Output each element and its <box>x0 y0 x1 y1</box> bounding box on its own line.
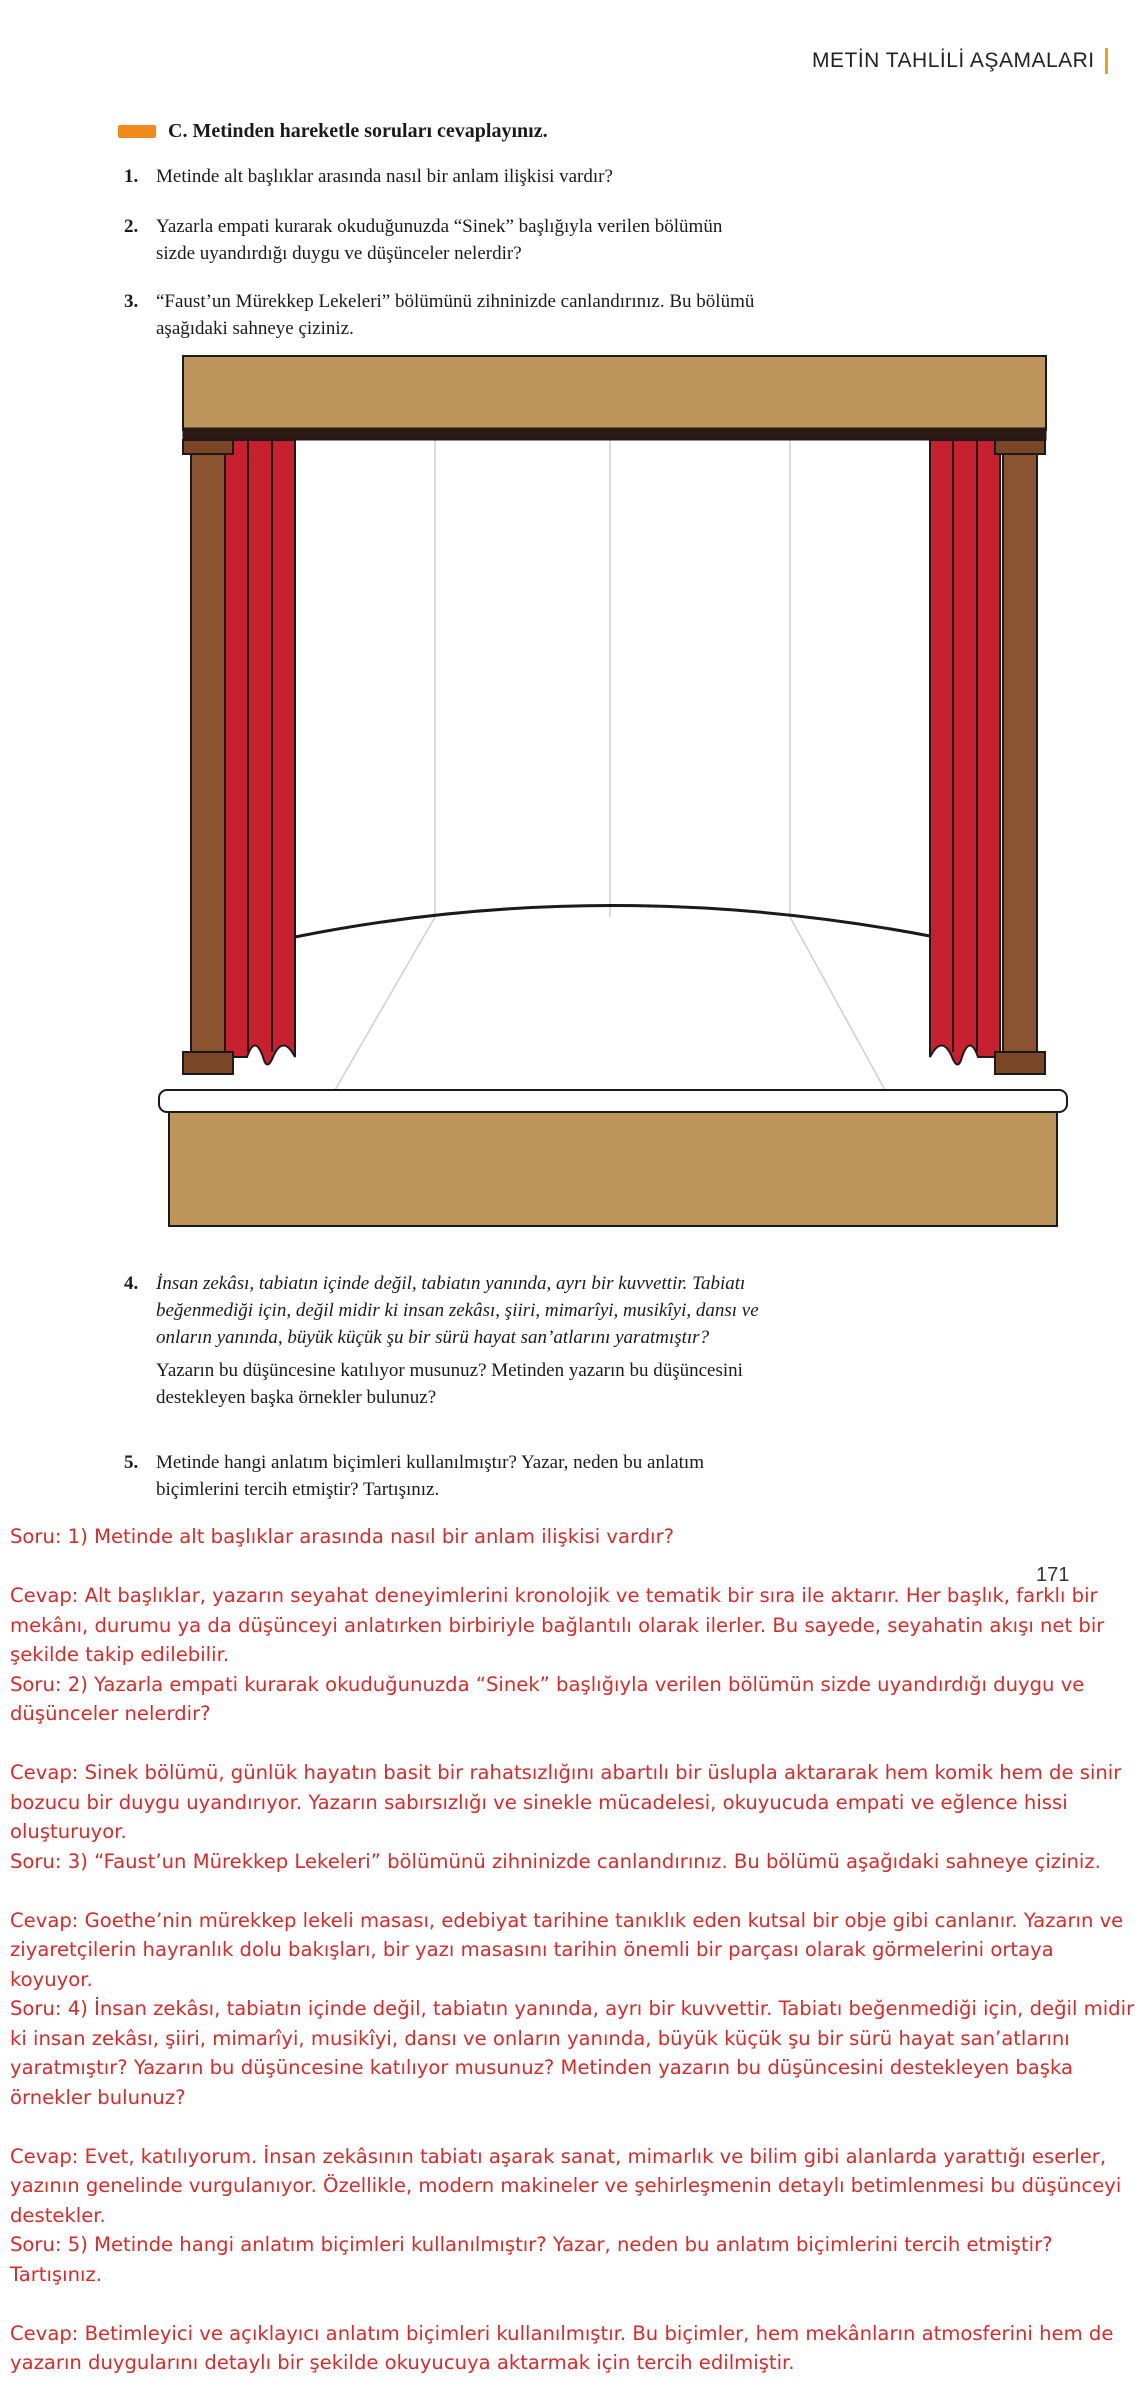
question-number: 4. <box>124 1273 139 1294</box>
page-number: 171 <box>1036 1564 1070 1586</box>
left-column <box>183 440 233 1074</box>
stage-base <box>169 1112 1057 1226</box>
answer-question: Soru: 3) “Faust’un Mürekkep Lekeleri” bölümünü zihninizde canlandırınız. Bu bölümü aşağıdaki sahneye çiziniz. <box>10 1849 1101 1873</box>
right-column <box>995 440 1045 1074</box>
question-number: 1. <box>124 166 139 187</box>
question-number: 2. <box>124 216 139 237</box>
question-3 <box>124 288 764 342</box>
stage-floor-edge <box>159 1090 1067 1112</box>
answer-question: Soru: 5) Metinde hangi anlatım biçimleri kullanılmıştır? Yazar, neden bu anlatım biçimlerini tercih etmiştir? Tartışınız. <box>10 2233 1053 2286</box>
question-1 <box>124 163 774 190</box>
question-number: 5. <box>124 1452 139 1473</box>
answer-question: Soru: 1) Metinde alt başlıklar arasında nasıl bir anlam ilişkisi vardır? <box>10 1525 675 1548</box>
section-marker-icon <box>118 125 156 138</box>
left-curtain <box>225 440 295 1065</box>
question-text: Yazarla empati kurarak okuduğunuzda “Sinek” başlığıyla verilen bölümün sizde uyandırdığı duygu ve düşünceler nelerdir? <box>156 216 723 264</box>
section-label: C. Metinden hareketle soruları cevaplayınız. <box>168 120 548 142</box>
question-4 <box>124 1270 764 1411</box>
answer-text: Cevap: Alt başlıklar, yazarın seyahat deneyimlerini kronolojik ve tematik bir sıra ile aktarır. Her başlık, farklı bir mekânı, durumu ya da düşünceyi anlatırken birbiriyle bağlantılı olarak ilerler. Bu sayede, seyahatin akışı net bir şekilde takip edilebilir. <box>10 1584 1105 1666</box>
answer-text: Cevap: Sinek bölümü, günlük hayatın basit bir rahatsızlığını abartılı bir üslupla aktararak hem komik hem de sinir bozucu bir duygu uyandırıyor. Yazarın sabırsızlığı ve sinekle mücadelesi, okuyucuda empati ve eğlence hissi oluşturuyor. <box>10 1761 1122 1843</box>
question-2 <box>124 213 764 267</box>
answers-block <box>10 1522 1135 2378</box>
header-accent-bar <box>1105 48 1108 74</box>
running-header <box>812 48 1108 74</box>
valance-trim <box>183 428 1046 440</box>
section-heading <box>118 120 548 143</box>
question-text: Metinde hangi anlatım biçimleri kullanılmıştır? Yazar, neden bu anlatım biçimlerini tercih etmiştir? Tartışınız. <box>156 1452 704 1500</box>
right-curtain <box>930 440 1000 1065</box>
question-number: 3. <box>124 291 139 312</box>
answer-question: Soru: 4) İnsan zekâsı, tabiatın içinde değil, tabiatın yanında, ayrı bir kuvvettir. Tabiatı beğenmediği için, değil midir ki insan zekâsı, şiiri, mimarîyi, musikîyi, dansı ve onların yanında, büyük küçük şu bir sürü hayat san’atlarını yaratmıştır? Yazarın bu düşüncesine katılıyor musunuz? Metinden yazarın bu düşüncesini destekleyen başka örnekler bulunuz? <box>10 1997 1135 2109</box>
question-text: Metinde alt başlıklar arasında nasıl bir anlam ilişkisi vardır? <box>156 166 613 187</box>
stage-valance <box>183 356 1046 430</box>
question-text: Yazarın bu düşüncesine katılıyor musunuz? Metinden yazarın bu düşüncesini destekleyen başka örnekler bulunuz? <box>156 1360 743 1408</box>
question-5 <box>124 1449 764 1503</box>
question-text: “Faust’un Mürekkep Lekeleri” bölümünü zihninizde canlandırınız. Bu bölümü aşağıdaki sahneye çiziniz. <box>156 291 755 339</box>
answer-text: Cevap: Betimleyici ve açıklayıcı anlatım biçimleri kullanılmıştır. Bu biçimler, hem mekânların atmosferini hem de yazarın duygularını detaylı bir şekilde okuyucuya aktarmak için tercih edilmiştir. <box>10 2321 1114 2374</box>
answer-text: Cevap: Goethe’nin mürekkep lekeli masası, edebiyat tarihine tanıklık eden kutsal bir obje gibi canlanır. Yazarın ve ziyaretçilerin hayranlık dolu bakışları, bir yazı masasını tarihin önemli bir parçası olarak görmelerini ortaya koyuyor. <box>10 1908 1124 1991</box>
answer-text: Cevap: Evet, katılıyorum. İnsan zekâsının tabiatı aşarak sanat, mimarlık ve bilim gibi alanlarda yarattığı eserler, yazının genelinde vurgulanıyor. Özellikle, modern makineler ve şehirleşmenin detaylı betimlenmesi bu düşünceyi destekler. <box>10 2144 1122 2227</box>
answer-question: Soru: 2) Yazarla empati kurarak okuduğunuzda “Sinek” başlığıyla verilen bölümün sizde uyandırdığı duygu ve düşünceler nelerdir? <box>10 1672 1085 1725</box>
header-title: METİN TAHLİLİ AŞAMALARI <box>812 49 1095 72</box>
stage-drawing <box>155 352 1075 1232</box>
quote-text: İnsan zekâsı, tabiatın içinde değil, tabiatın yanında, ayrı bir kuvvettir. Tabiatı beğenmediği için, değil midir ki insan zekâsı, şiiri, mimarîyi, musikîyi, dansı ve onların yanında, büyük küçük şu bir sürü hayat san’atlarını yaratmıştır? <box>156 1273 759 1348</box>
